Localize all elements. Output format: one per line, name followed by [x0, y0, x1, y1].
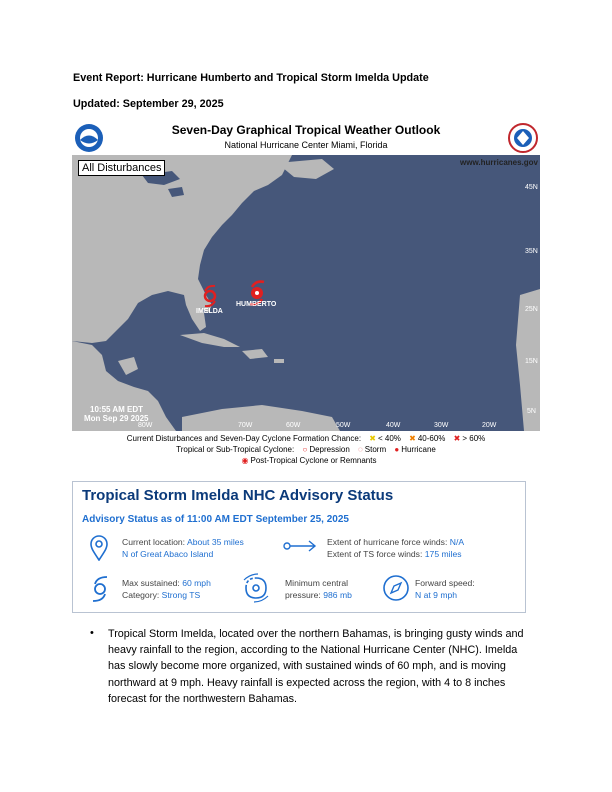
imelda-label: IMELDA	[196, 308, 223, 315]
legend-low: < 40%	[378, 434, 401, 443]
hurricane-icon: ●	[394, 445, 400, 454]
summary-paragraph: Tropical Storm Imelda, located over the northern Bahamas, is bringing gusty winds and heavy rainfall to the region, according to the National Hurricane Center (NHC). Imelda has slowly become more organized, with sustained winds of 60 mph, and is moving northward at 9 mph. Heavy rainfall is expected across the region, with 4 to 8 inches forecast for the northwestern Bahamas.	[108, 628, 524, 705]
medium-chance-icon: ✖	[409, 434, 416, 443]
lat-label: 25N	[525, 306, 538, 313]
bullet-icon: •	[90, 627, 94, 639]
forward-speed: Forward speed: N at 9 mph	[415, 578, 475, 600]
max-sustained: Max sustained: 60 mph Category: Strong TS	[122, 578, 211, 600]
wind-extent: Extent of hurricane force winds: N/A Extent of TS force winds: 175 miles	[327, 537, 465, 559]
lon-label: 70W	[238, 422, 253, 429]
lon-label: 30W	[434, 422, 449, 429]
legend-medium: 40-60%	[417, 434, 446, 443]
humberto-label: HUMBERTO	[236, 301, 277, 308]
lat-label: 15N	[525, 358, 538, 365]
outlook-title: Seven-Day Graphical Tropical Weather Outlook	[171, 123, 441, 137]
lat-label: 5N	[527, 408, 536, 415]
arrow-right-icon	[283, 539, 317, 553]
location-pin-icon	[89, 535, 109, 561]
map-image	[72, 155, 540, 431]
lat-label: 35N	[525, 248, 538, 255]
tropical-storm-icon	[87, 574, 113, 604]
outlook-graphic	[72, 120, 540, 472]
outlook-subtitle: National Hurricane Center Miami, Florida	[224, 140, 388, 150]
legend-high: > 60%	[462, 434, 486, 443]
legend-row-cyclone	[72, 445, 540, 454]
low-chance-icon: ✖	[369, 434, 376, 443]
lon-label: 20W	[482, 422, 497, 429]
lon-label: 40W	[386, 422, 401, 429]
legend-cyclone-label: Tropical or Sub-Tropical Cyclone:	[176, 445, 295, 454]
depression-icon: ○	[302, 445, 308, 454]
report-title: Event Report: Hurricane Humberto and Tropical Storm Imelda Update	[73, 72, 429, 84]
high-chance-icon: ✖	[453, 434, 461, 443]
compass-icon	[382, 574, 410, 602]
legend-storm: Storm	[364, 445, 387, 454]
legend-depression: Depression	[309, 445, 350, 454]
map-url: www.hurricanes.gov	[460, 158, 538, 167]
legend-row-formation	[72, 434, 540, 443]
post-tropical-icon: ◉	[241, 456, 249, 465]
lon-label: 60W	[286, 422, 301, 429]
map-filter-label: All Disturbances	[78, 160, 165, 176]
map-time: 10:55 AM EDT	[90, 405, 144, 414]
hurricane-spiral-icon	[240, 572, 272, 604]
advisory-status-time: Advisory Status as of 11:00 AM EDT September 25, 2025	[82, 514, 349, 525]
lon-label: 50W	[336, 422, 351, 429]
legend-hurricane: Hurricane	[401, 445, 436, 454]
advisory-panel	[72, 481, 526, 613]
map-date: Mon Sep 29 2025	[84, 414, 149, 423]
current-location: Current location: About 35 miles N of Great Abaco Island	[122, 537, 244, 559]
nws-logo-icon	[508, 123, 538, 153]
lon-label: 80W	[138, 422, 153, 429]
central-pressure: Minimum central pressure: 986 mb	[285, 578, 352, 600]
legend-post-tropical: Post-Tropical Cyclone or Remnants	[250, 456, 377, 465]
report-updated-date: Updated: September 29, 2025	[73, 98, 224, 110]
storm-icon: ◌	[358, 445, 363, 454]
legend-formation-label: Current Disturbances and Seven-Day Cyclone Formation Chance:	[126, 434, 362, 443]
legend-row-post-tropical	[72, 456, 540, 465]
advisory-title: Tropical Storm Imelda NHC Advisory Status	[82, 487, 394, 504]
lat-label: 45N	[525, 184, 538, 191]
